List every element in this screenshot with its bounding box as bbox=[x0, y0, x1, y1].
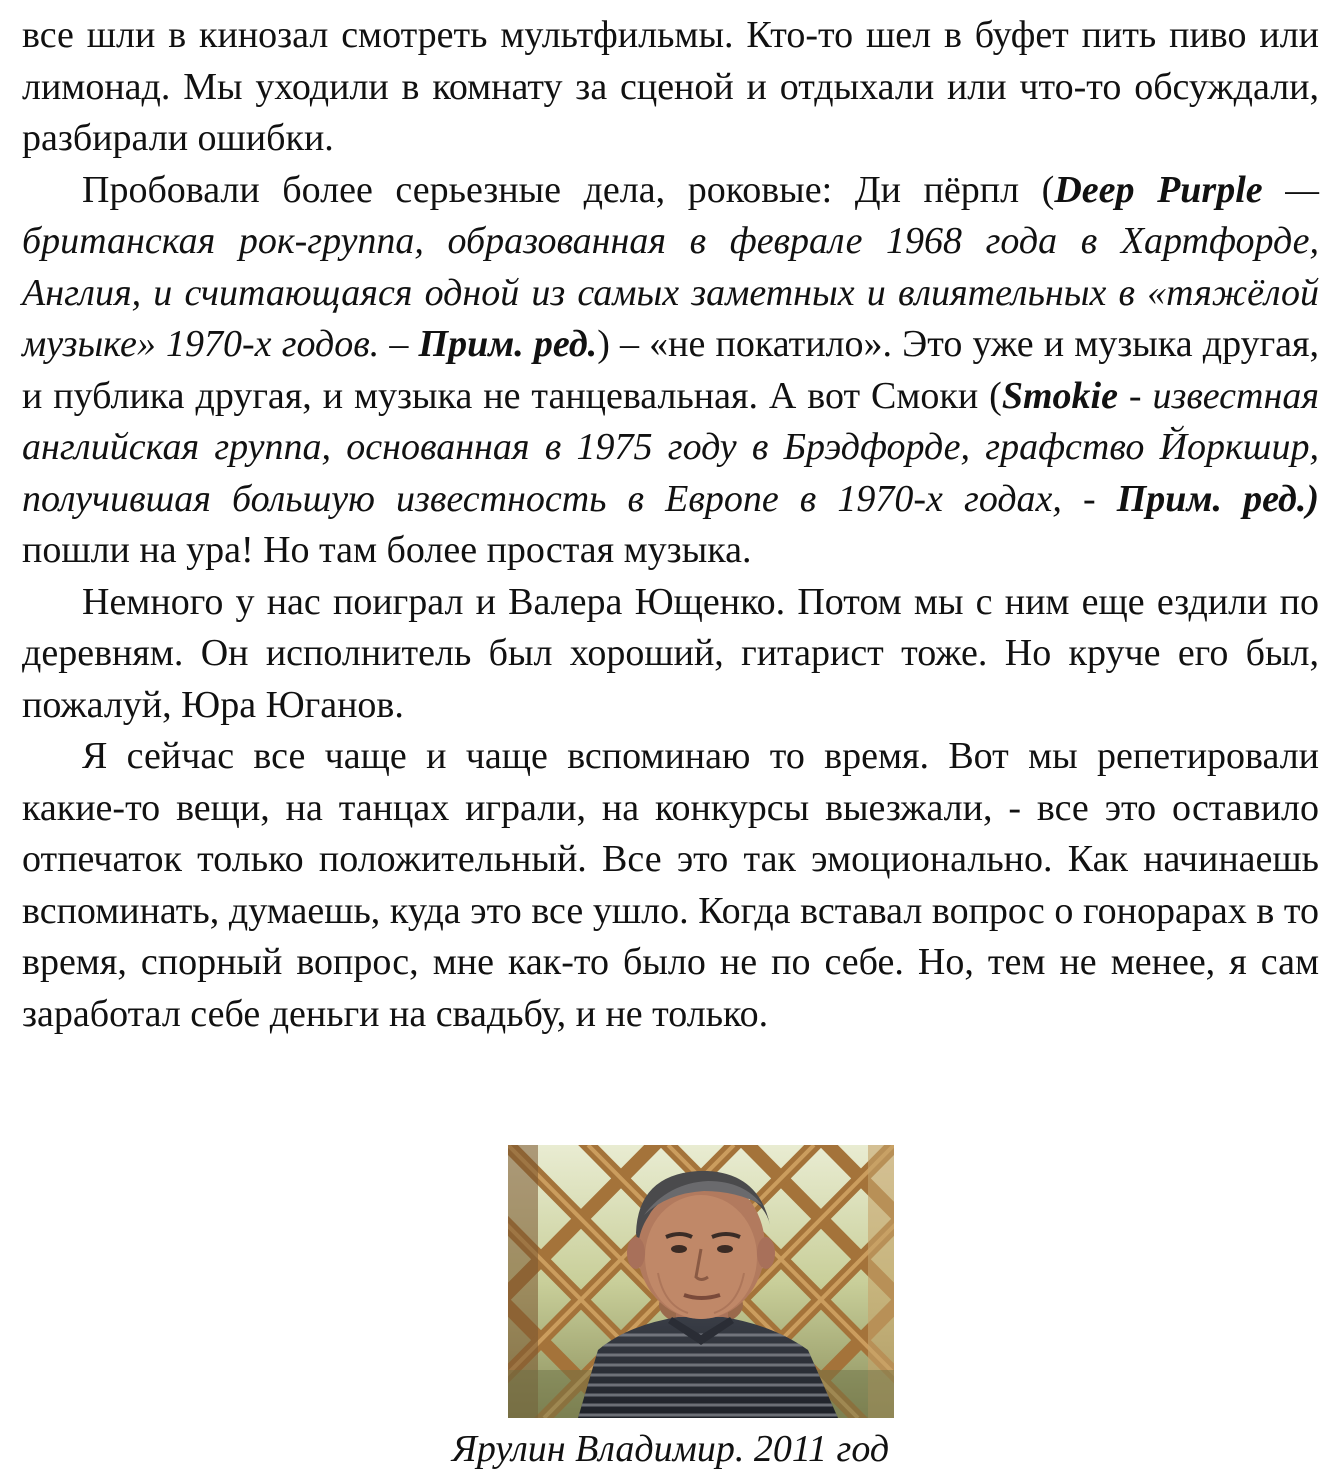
portrait-photo-image bbox=[508, 1145, 894, 1418]
paragraph-3: Немного у нас поиграл и Валера Ющенко. Потом мы с ним еще ездили по деревням. Он исполнитель был хороший, гитарист тоже. Но круче его был, пожалуй, Юра Юганов. bbox=[22, 580, 1319, 726]
paragraph-2-text-b: ) – «не покатило». Это уже и музыка другая, и публика другая, и музыка не танцевальная. А вот Смоки ( bbox=[22, 323, 1319, 417]
band-name-smokie: Smokie bbox=[1001, 374, 1118, 417]
editor-mark-1: Прим. ред. bbox=[418, 323, 598, 365]
editor-note-deep-purple: — британская рок-группа, образованная в феврале 1968 года в Хартфорде, Англия, и считающаяся одной из самых заметных и влиятельных в «тяжёлой музыке» 1970-х годов. – bbox=[22, 168, 1320, 365]
paragraph-1: все шли в кинозал смотреть мультфильмы. Кто-то шел в буфет пить пиво или лимонад. Мы уходили в комнату за сценой и отдыхали или что-то обсуждали, разбирали ошибки. bbox=[22, 14, 1319, 159]
portrait-photo bbox=[508, 1145, 894, 1418]
editor-mark-2: Прим. ред.) bbox=[1116, 477, 1319, 520]
paragraph-2-text-c: пошли на ура! Но там более простая музыка. bbox=[22, 529, 752, 571]
paragraph-4: Я сейчас все чаще и чаще вспоминаю то время. Вот мы репетировали какие-то вещи, на танцах играли, на конкурсы выезжали, - все это оставило отпечаток только положительный. Все это так эмоционально. Как начинаешь вспоминать, думаешь, куда это все ушло. Когда вставал вопрос о гонорарах в то время, спорный вопрос, мне как-то было не по себе. Но, тем не менее, я сам заработал себе деньги на свадьбу, и не только. bbox=[22, 735, 1319, 1035]
band-name-deep-purple: Deep Purple bbox=[1054, 168, 1263, 211]
document-body bbox=[22, 10, 1319, 1040]
paragraph-2 bbox=[22, 165, 1319, 577]
photo-caption: Ярулин Владимир. 2011 год bbox=[451, 1428, 890, 1470]
paragraph-2-text-a: Пробовали более серьезные дела, роковые: Ди пёрпл ( bbox=[82, 168, 1055, 211]
editor-note-smokie: - известная английская группа, основанная в 1975 году в Брэдфорде, графство Йоркшир, получившая большую известность в Европе в 1970-х годах, - bbox=[22, 374, 1319, 520]
